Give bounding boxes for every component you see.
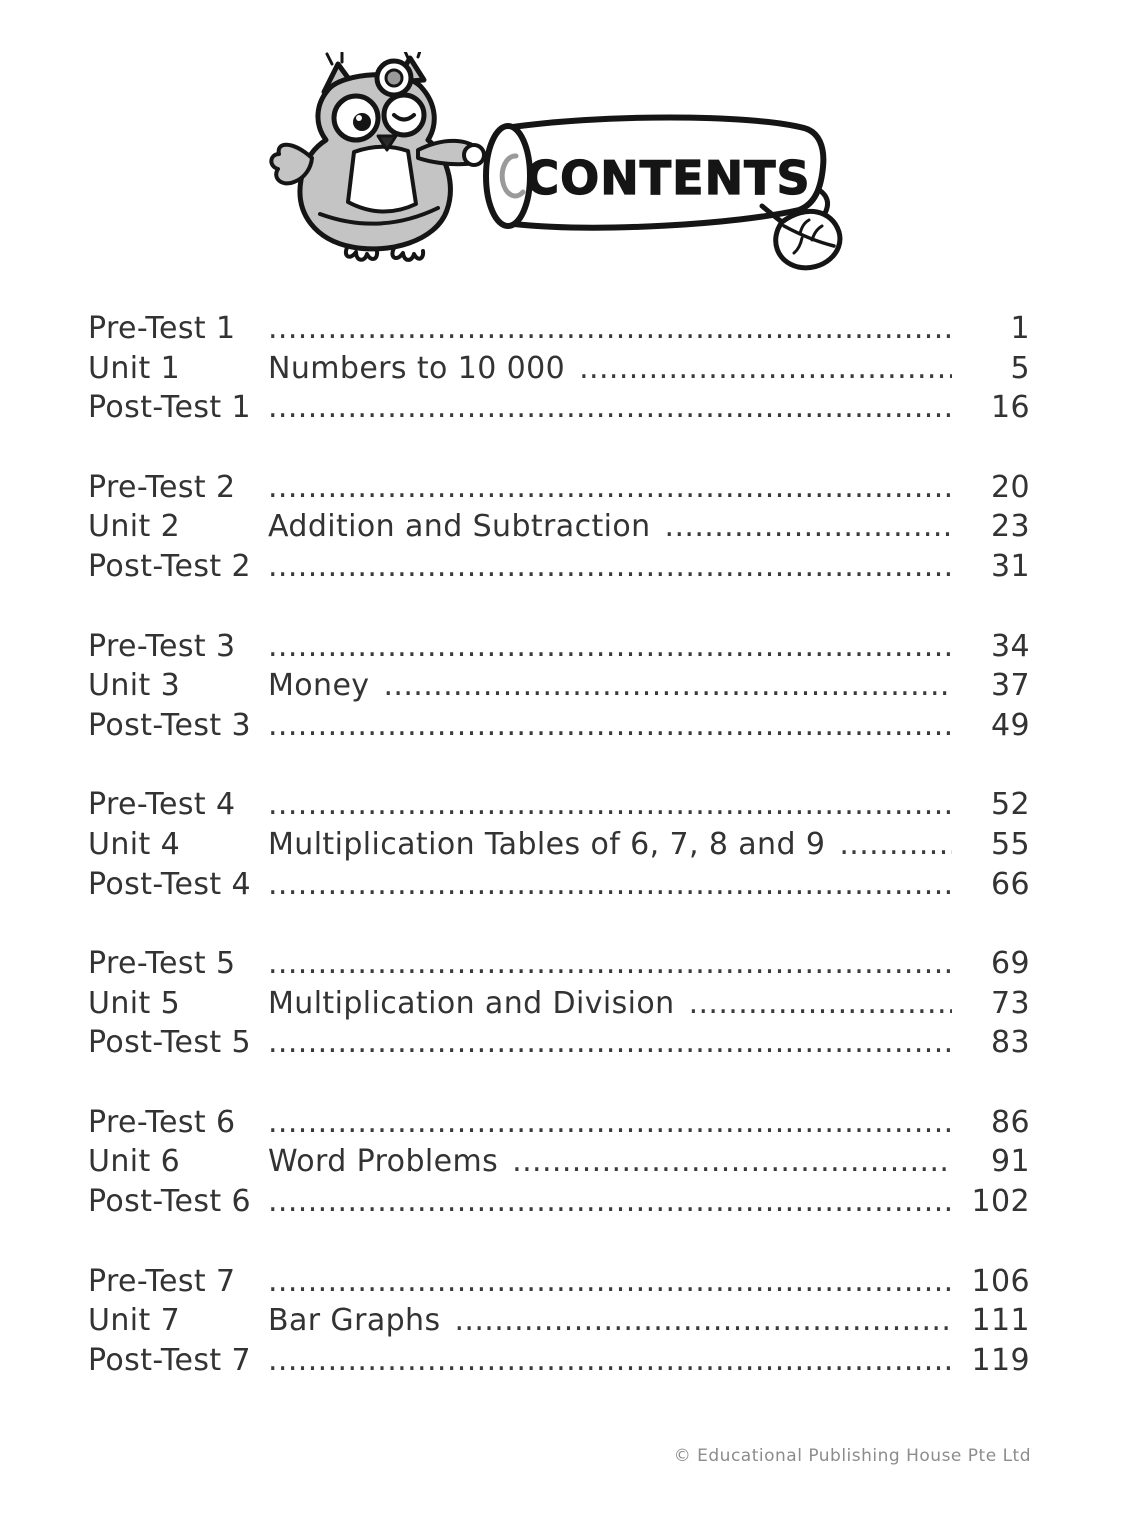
toc-row-middle (268, 867, 952, 902)
toc-row (88, 549, 1030, 589)
toc-row (88, 351, 1030, 391)
toc-row-middle (268, 1303, 952, 1338)
toc-row-label: Unit 4 (88, 826, 181, 862)
toc-row-page-number: 102 (971, 1184, 1030, 1220)
dot-leader (268, 1025, 952, 1060)
toc-row-label: Pre-Test 4 (88, 787, 236, 823)
toc-row (88, 1105, 1030, 1145)
toc-row (88, 390, 1030, 430)
dot-leader (689, 986, 952, 1021)
toc-row-label: Pre-Test 3 (88, 628, 236, 664)
toc-row-page-number: 69 (991, 946, 1030, 981)
toc-row-middle (268, 708, 952, 743)
toc-row-label: Post-Test 2 (88, 549, 251, 585)
dot-leader (455, 1303, 953, 1338)
log-banner-icon (486, 118, 828, 228)
toc-row-middle (268, 1184, 952, 1219)
dot-leader (268, 1343, 952, 1378)
toc-row (88, 827, 1030, 867)
copyright-text: © Educational Publishing House Pte Ltd (673, 1446, 1031, 1466)
dot-leader (579, 351, 952, 386)
toc-row-label: Post-Test 7 (88, 1342, 251, 1378)
toc-row-title: Money (268, 668, 370, 704)
toc-row (88, 946, 1030, 986)
toc-row-middle (268, 827, 952, 862)
toc-row-page-number: 20 (991, 469, 1030, 505)
toc-row-page-number: 49 (991, 707, 1030, 743)
toc-row-page-number: 52 (991, 787, 1030, 823)
toc-row (88, 708, 1030, 748)
dot-leader (268, 390, 952, 425)
toc-group (88, 629, 1030, 748)
toc-row (88, 311, 1030, 351)
dot-leader (268, 470, 952, 505)
toc-row-page-number: 34 (991, 628, 1030, 664)
toc-row (88, 1303, 1030, 1343)
toc-row-label: Unit 6 (88, 1144, 181, 1180)
toc-row-title: Addition and Subtraction (268, 509, 651, 545)
toc-group (88, 311, 1030, 430)
toc-row-page-number: 86 (991, 1104, 1030, 1140)
toc-row-middle (268, 787, 952, 822)
toc-row-label: Post-Test 3 (88, 707, 251, 743)
toc-row (88, 867, 1030, 907)
toc-row-middle (268, 549, 952, 584)
toc-row-middle (268, 1264, 952, 1299)
toc-row-page-number: 16 (991, 390, 1030, 426)
toc-row-page-number: 83 (991, 1025, 1030, 1061)
toc-group (88, 787, 1030, 906)
toc-row-middle (268, 311, 952, 346)
toc-row-page-number: 106 (971, 1263, 1030, 1299)
toc-row-page-number: 66 (991, 866, 1030, 902)
toc-row (88, 1343, 1030, 1383)
toc-row-middle (268, 986, 952, 1021)
dot-leader (268, 1264, 952, 1299)
toc-group (88, 1105, 1030, 1224)
toc-row-label: Post-Test 1 (88, 390, 251, 426)
dot-leader (665, 509, 952, 544)
toc-row-page-number: 55 (991, 826, 1030, 862)
toc-group (88, 946, 1030, 1065)
toc-row-page-number: 91 (991, 1144, 1030, 1180)
toc-row (88, 509, 1030, 549)
toc-row-middle (268, 351, 952, 386)
toc-group (88, 1264, 1030, 1383)
dot-leader (839, 827, 952, 862)
toc-row-label: Unit 7 (88, 1303, 181, 1339)
dot-leader (268, 549, 952, 584)
dot-leader (268, 1105, 952, 1140)
toc-row (88, 629, 1030, 669)
dot-leader (512, 1144, 952, 1179)
toc-row-middle (268, 390, 952, 425)
dot-leader (268, 867, 952, 902)
toc-row-label: Unit 3 (88, 668, 181, 704)
toc-row-label: Post-Test 6 (88, 1184, 251, 1220)
toc-row-middle (268, 1025, 952, 1060)
leaf-icon (762, 206, 840, 268)
toc-row-middle (268, 1105, 952, 1140)
dot-leader (268, 629, 952, 664)
toc-row-title: Word Problems (268, 1144, 499, 1180)
toc-row (88, 668, 1030, 708)
dot-leader (268, 946, 952, 981)
toc-row-middle (268, 1343, 952, 1378)
toc-row-page-number: 1 (1010, 311, 1030, 346)
toc-row-middle (268, 1144, 952, 1179)
toc-row (88, 787, 1030, 827)
toc-row-title: Bar Graphs (268, 1303, 441, 1339)
page-title: CONTENTS (525, 151, 811, 205)
header-artwork (268, 52, 848, 290)
toc-row-label: Pre-Test 1 (88, 311, 236, 346)
page-footer (674, 1446, 1031, 1466)
toc-row-label: Unit 5 (88, 985, 181, 1021)
toc-row (88, 1264, 1030, 1304)
toc-row (88, 470, 1030, 510)
owl-doctor-mascot-icon (271, 52, 484, 260)
toc-row-middle (268, 629, 952, 664)
toc-row-middle (268, 509, 952, 544)
toc-row (88, 1144, 1030, 1184)
toc-row-label: Post-Test 5 (88, 1025, 251, 1061)
toc-row-middle (268, 470, 952, 505)
toc-row-title: Multiplication and Division (268, 985, 675, 1021)
toc-row-label: Unit 2 (88, 509, 181, 545)
dot-leader (268, 708, 952, 743)
dot-leader (268, 311, 952, 346)
toc-row-label: Pre-Test 7 (88, 1263, 236, 1299)
toc-row-middle (268, 946, 952, 981)
toc-row-title: Numbers to 10 000 (268, 350, 566, 386)
toc-row-label: Post-Test 4 (88, 866, 251, 902)
dot-leader (383, 668, 952, 703)
toc-row-page-number: 5 (1010, 350, 1030, 386)
dot-leader (268, 1184, 952, 1219)
toc-row-page-number: 31 (991, 549, 1030, 585)
toc-row-page-number: 73 (991, 985, 1030, 1021)
toc-row-page-number: 23 (991, 509, 1030, 545)
table-of-contents (88, 311, 1030, 1422)
toc-row (88, 986, 1030, 1026)
toc-row-label: Unit 1 (88, 350, 181, 386)
toc-row-label: Pre-Test 5 (88, 946, 236, 981)
toc-row-page-number: 119 (971, 1342, 1030, 1378)
toc-row-title: Multiplication Tables of 6, 7, 8 and 9 (268, 826, 826, 862)
dot-leader (268, 787, 952, 822)
toc-group (88, 470, 1030, 589)
toc-row (88, 1025, 1030, 1065)
toc-row-label: Pre-Test 6 (88, 1104, 236, 1140)
toc-row-middle (268, 668, 952, 703)
toc-row (88, 1184, 1030, 1224)
toc-row-label: Pre-Test 2 (88, 469, 236, 505)
toc-row-page-number: 111 (971, 1303, 1030, 1339)
toc-row-page-number: 37 (991, 668, 1030, 704)
